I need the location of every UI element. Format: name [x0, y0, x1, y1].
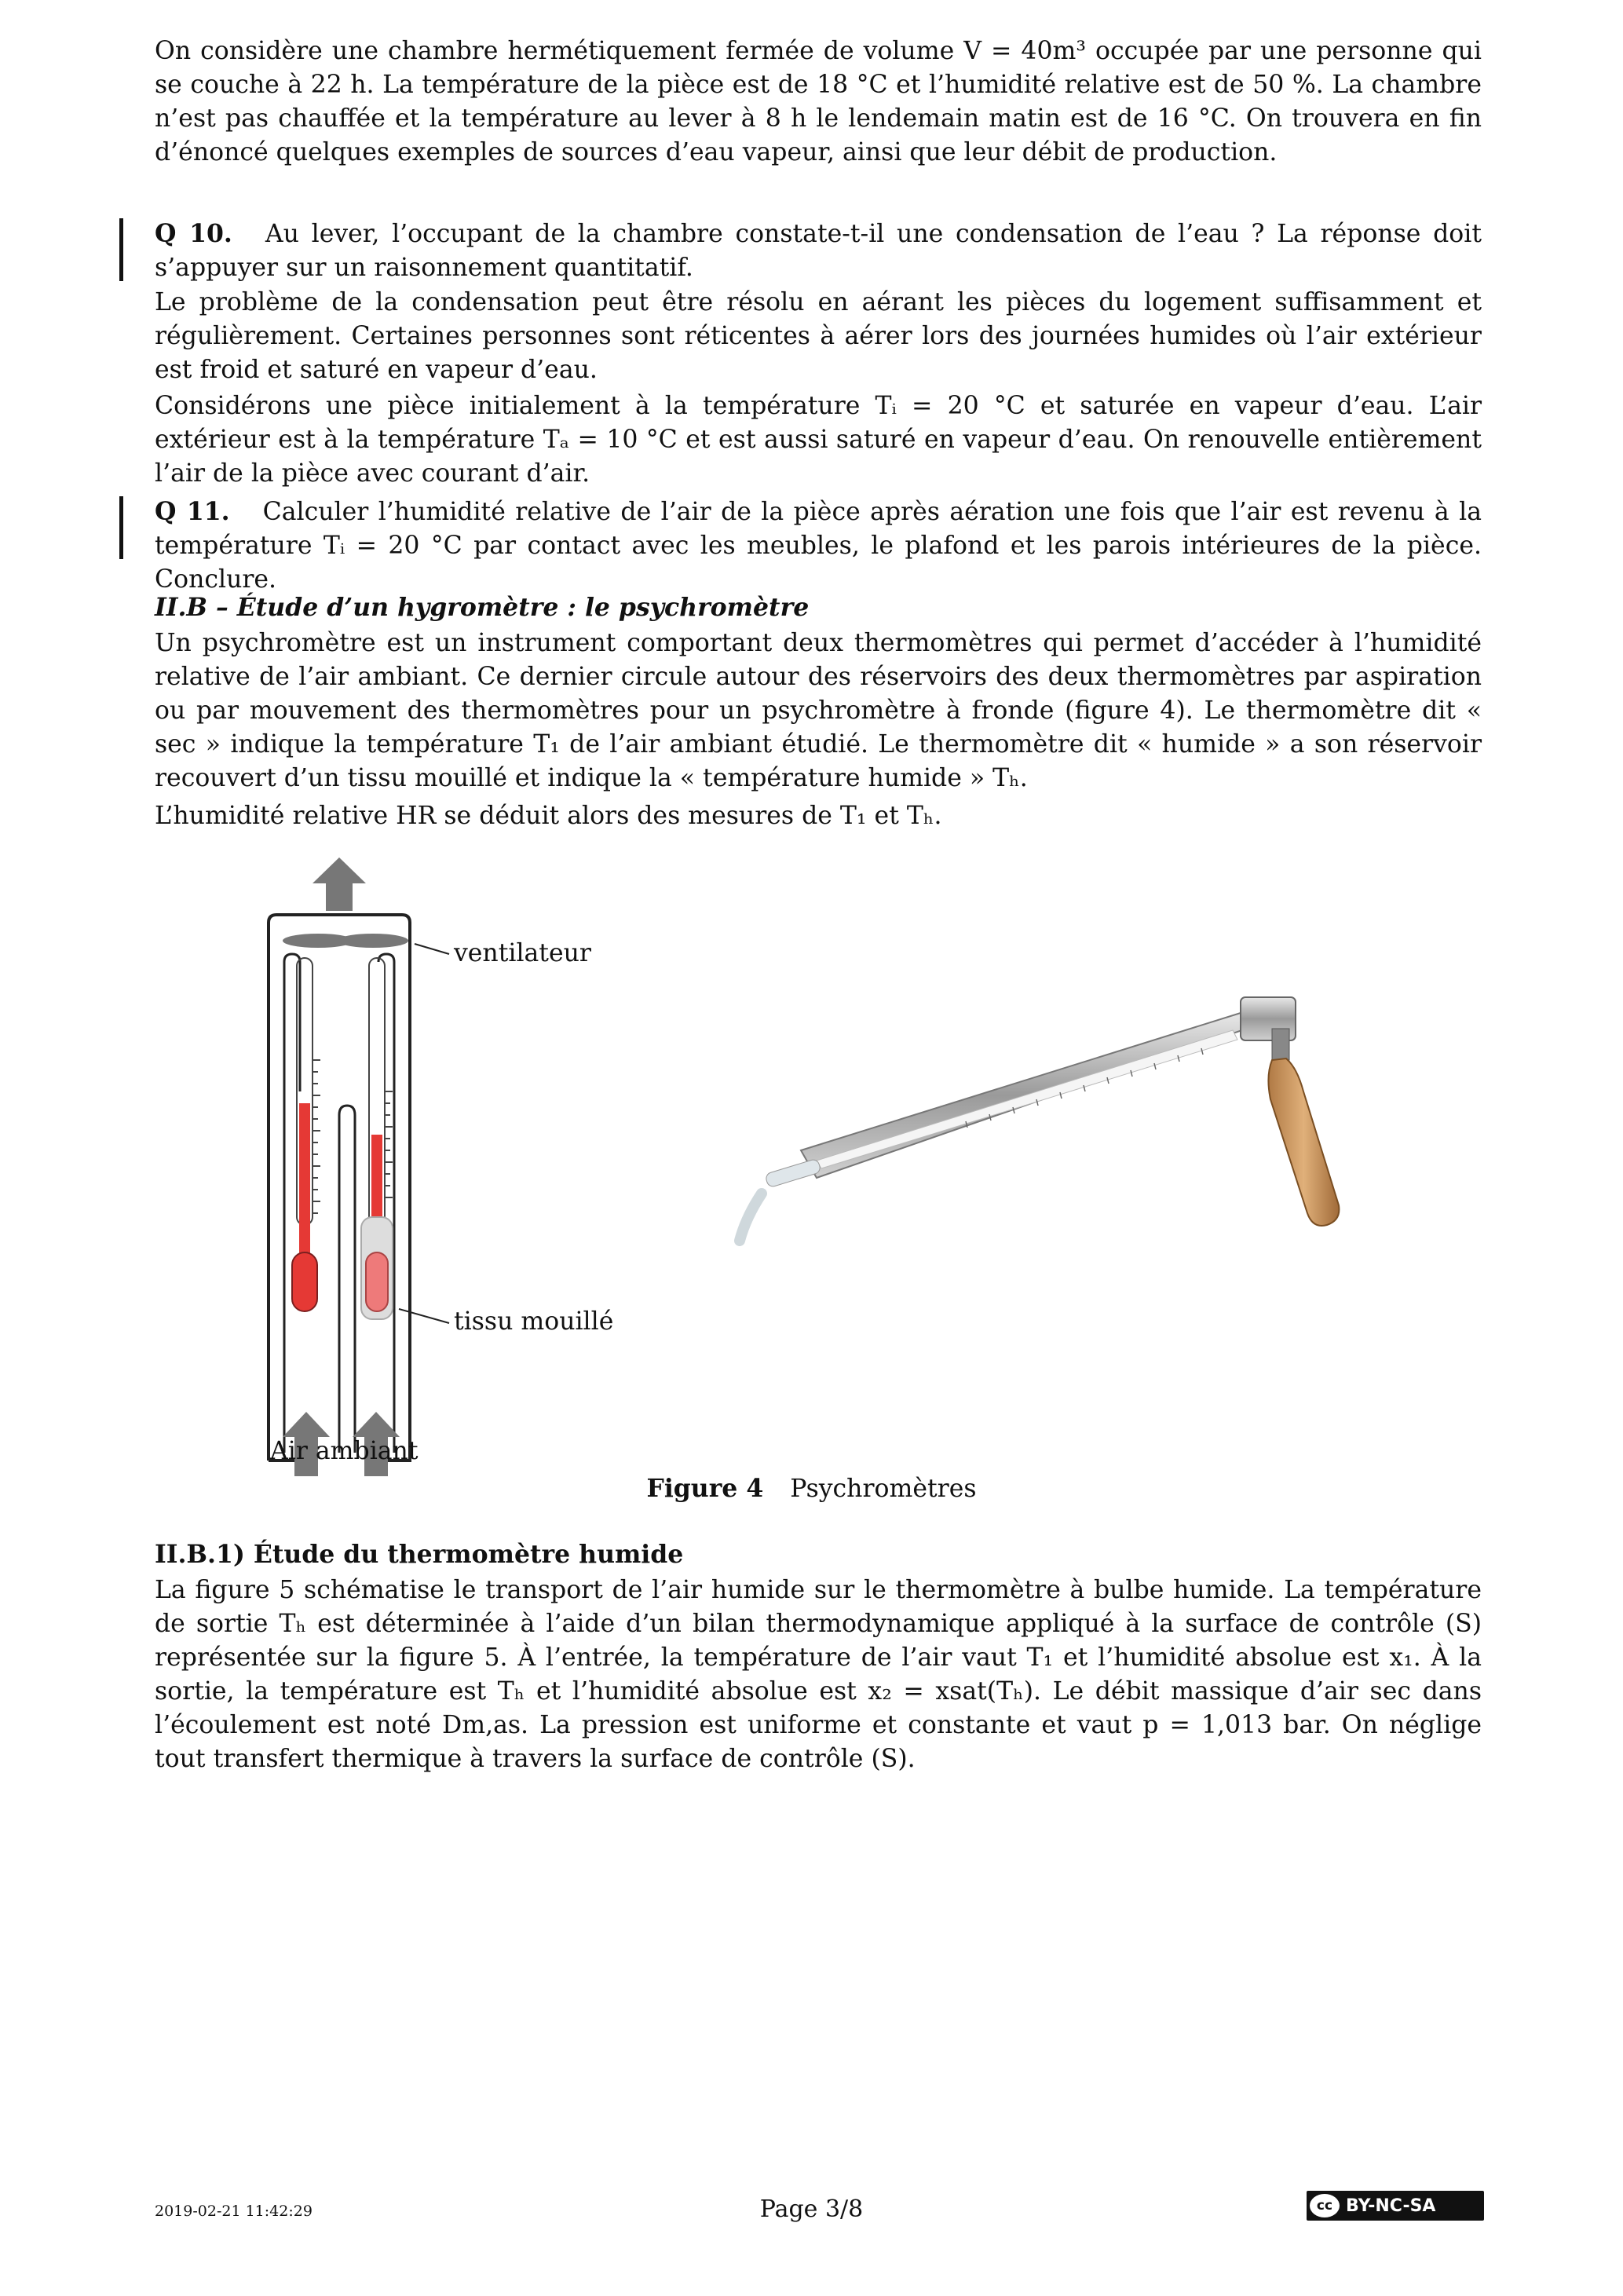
paragraph-wet-thermometer: La figure 5 schématise le transport de l’air humide sur le thermomètre à bulbe humide. La température de sortie Tₕ est déterminée à l’aide d’un bilan thermodynamique appliqué à la surface de contrôle (S) représentée sur la figure 5. À l’entrée, la température de l’air vaut T₁ et l’humidité absolue est x₁. À la sortie, la température est Tₕ et l’humidité absolue est x₂ = xsat(Tₕ). Le débit massique d’air sec dans l’écoulement est noté Dm,as. La pression est uniforme et constante et vaut p = 1,013 bar. On néglige tout transfert thermique à travers la surface de contrôle (S).	[155, 1576, 1482, 1773]
paragraph-psychrometer: Un psychromètre est un instrument comportant deux thermomètres qui permet d’accéder à l’humidité relative de l’air ambiant. Ce dernier circule autour des réservoirs des deux thermomètres par aspiration ou par mouvement des thermomètres pour un psychromètre à fronde (figure 4). Le thermomètre dit « sec » indique la température T₁ de l’air ambiant étudié. Le thermomètre dit « humide » a son réservoir recouvert d’un tissu mouillé et indique la « température humide » Tₕ.	[155, 629, 1482, 792]
cc-icon: cc	[1310, 2194, 1340, 2217]
change-bar	[119, 496, 123, 559]
license-badge	[1307, 2191, 1484, 2221]
paragraph-intro: On considère une chambre hermétiquement fermée de volume V = 40m³ occupée par une personne qui se couche à 22 h. La température de la pièce est de 18 °C et l’humidité relative est de 50 %. La chambre n’est pas chauffée et la température au lever à 8 h le lendemain matin est de 16 °C. On trouvera en fin d’énoncé quelques exemples de sources d’eau vapeur, ainsi que leur débit de production.	[155, 37, 1482, 166]
question-11-label: Q 11.	[155, 497, 230, 526]
subsection-title: II.B.1) Étude du thermomètre humide	[155, 1540, 684, 1569]
dry-thermometer-bulb	[292, 1252, 317, 1311]
arrow-up-icon	[313, 857, 366, 911]
section-title: II.B – Étude d’un hygromètre : le psychromètre	[155, 593, 810, 622]
paragraph-condensation: Le problème de la condensation peut être résolu en aérant les pièces du logement suffisamment et régulièrement. Certaines personnes sont réticentes à aérer lors des journées humides où l’air extérieur est froid et saturé en vapeur d’eau.	[155, 288, 1482, 384]
paragraph-room: Considérons une pièce initialement à la température Tᵢ = 20 °C et saturée en vapeur d’eau. L’air extérieur est à la température Tₐ = 10 °C et est aussi saturé en vapeur d’eau. On renouvelle entièrement l’air de la pièce avec courant d’air.	[155, 392, 1482, 488]
figure-caption	[0, 1472, 1623, 1506]
label-air-ambiant: Air ambiant	[270, 1437, 419, 1465]
question-11-text: Calculer l’humidité relative de l’air de la pièce après aération une fois que l’air est revenu à la température Tᵢ = 20 °C par contact avec les meubles, le plafond et les parois intérieures de la pièce. Conclure.	[155, 498, 1482, 594]
question-10	[155, 217, 1482, 285]
paragraph-hr: L’humidité relative HR se déduit alors des mesures de T₁ et Tₕ.	[155, 802, 942, 830]
footer-date: 2019-02-21 11:42:29	[155, 2203, 313, 2220]
wet-thermometer-bulb	[366, 1252, 388, 1311]
label-ventilateur: ventilateur	[454, 939, 591, 967]
sling-psychrometer-photo	[730, 982, 1374, 1256]
question-10-label: Q 10.	[155, 219, 232, 248]
question-11	[155, 495, 1482, 597]
figure-number: Figure 4	[646, 1474, 764, 1503]
page-number: Page 3/8	[759, 2195, 864, 2223]
change-bar	[119, 218, 123, 281]
question-10-text: Au lever, l’occupant de la chambre constate-t-il une condensation de l’eau ? La réponse doit s’appuyer sur un raisonnement quantitatif.	[155, 220, 1482, 282]
label-tissu-mouille: tissu mouillé	[454, 1307, 614, 1336]
wooden-handle	[1268, 1058, 1339, 1226]
figure-caption-text: Psychromètres	[790, 1475, 977, 1503]
license-text: BY-NC-SA	[1346, 2195, 1436, 2216]
